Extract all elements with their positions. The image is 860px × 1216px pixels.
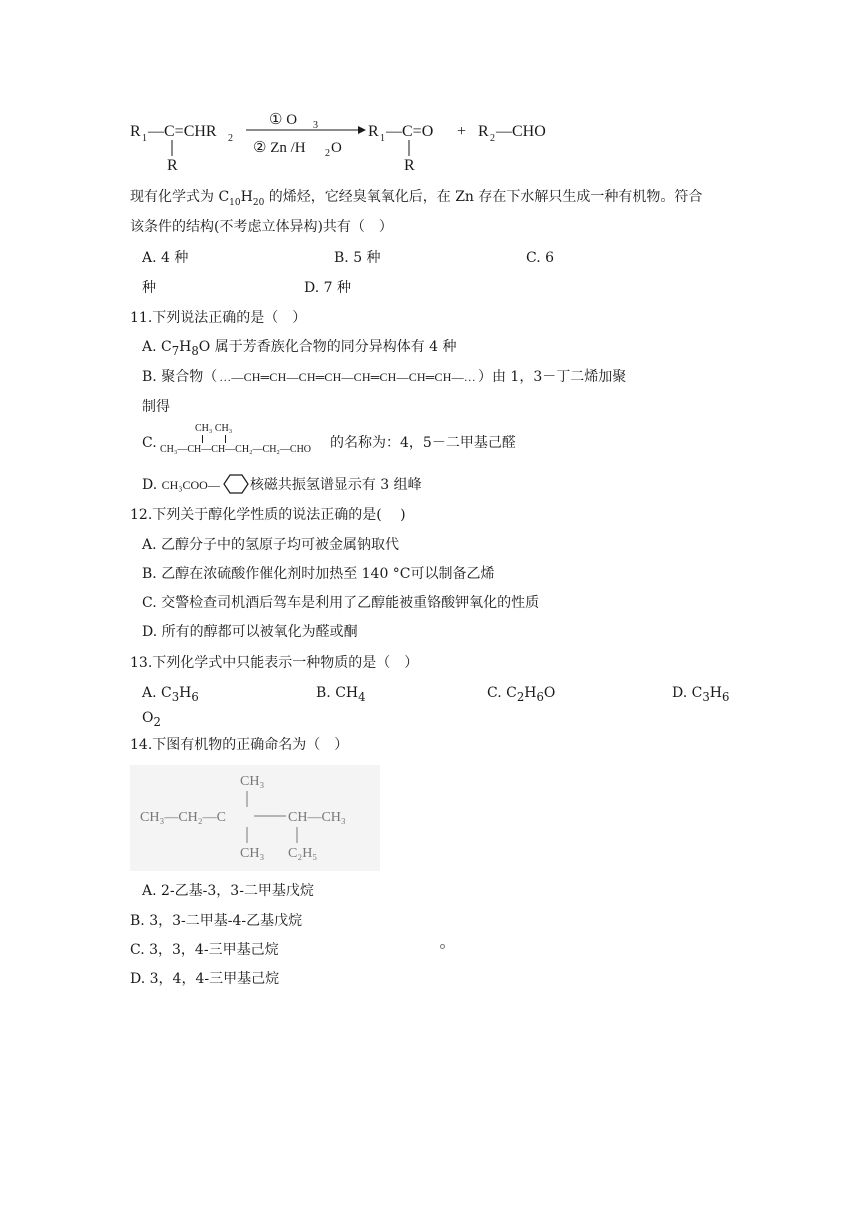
q11-option-c-label: C. [142, 435, 157, 451]
q10-option-a: A. 4 种 [142, 250, 189, 266]
condition-water-sub: 2 [325, 148, 330, 159]
plus-sign: + [457, 123, 467, 140]
q11-c-bond-2 [225, 435, 226, 443]
polymer-structure: …—CH═CH—CH═CH—CH═CH—CH═CH—… [219, 370, 476, 384]
stray-dot-mark [440, 944, 445, 949]
reactant-r1: R [130, 123, 141, 140]
ozonolysis-reaction-scheme [126, 104, 566, 176]
q13-option-d-tail: $O_2$ [142, 710, 161, 729]
q11-option-a: A. $C_7H_8O$ 属于芳香族化合物的同分异构体有 4 种 [142, 339, 457, 358]
q13-option-a: A. $C_3H_6$ [142, 685, 199, 704]
q14-option-a: A. 2-乙基-3，3-二甲基戊烷 [142, 883, 314, 899]
q10-stem-line1: 现有化学式为 $C_{10}H_{20}$ 的烯烃，它经臭氧氧化后，在 Zn 存在下水解只生成一种有机物。符合 [130, 189, 703, 208]
condition-ozone: ① O [269, 112, 298, 128]
q14-structure-figure [130, 765, 380, 871]
fig-bottom-methyl: CH₃ [240, 846, 265, 861]
reactant-r1-sub: 1 [142, 133, 147, 144]
condition-water-o: O [331, 140, 342, 156]
q14-option-d: D. 3，4，4-三甲基己烷 [130, 971, 280, 987]
q11-c-bond-1 [202, 435, 203, 443]
q12-option-a: A. 乙醇分子中的氢原子均可被金属钠取代 [142, 537, 400, 553]
product1-r-substituent: R [404, 157, 415, 174]
q13-option-b: B. $CH_4$ [316, 685, 366, 704]
product2-aldehyde: —CHO [496, 123, 546, 140]
q11-c-methyl-branches: CH₃ CH₃ [195, 423, 233, 434]
q12-option-c: C. 交警检查司机酒后驾车是利用了乙醇能被重铬酸钾氧化的性质 [142, 595, 540, 611]
q12-stem: 12.下列关于醇化学性质的说法正确的是( ) [130, 507, 406, 523]
q14-option-b: B. 3，3-二甲基-4-乙基戊烷 [130, 913, 303, 929]
q11-stem: 11.下列说法正确的是（ ） [130, 310, 307, 326]
q12-option-d: D. 所有的醇都可以被氧化为醛或酮 [142, 624, 358, 640]
q10-option-c-tail: 种 [142, 280, 156, 296]
q13-option-c: C. $C_2H_6O$ [487, 685, 556, 704]
q13-option-d: D. $C_3H_6$ [672, 685, 730, 704]
product1-r1: R [368, 123, 379, 140]
product2-r2-sub: 2 [490, 133, 495, 144]
product1-carbonyl: —C=O [386, 123, 434, 140]
benzene-ring-icon [220, 474, 250, 494]
reactant-r2-sub: 2 [228, 133, 233, 144]
q11-option-c-name: 的名称为：4，5－二甲基己醛 [330, 435, 516, 451]
fig-main-left: CH₃—CH₂—C [140, 810, 226, 825]
fig-top-methyl: CH₃ [240, 774, 265, 789]
condition-ozone-sub: 3 [313, 120, 318, 131]
condition-zn-water: ② Zn /H [253, 140, 306, 156]
q10-stem-line2: 该条件的结构(不考虑立体异构)共有（ ） [130, 219, 393, 235]
q10-option-c: C. 6 [526, 250, 555, 266]
q10-option-d: D. 7 种 [304, 280, 351, 296]
q11-option-d: D. CH₃COO— 核磁共振氢谱显示有 3 组峰 [142, 474, 422, 495]
q14-stem: 14.下图有机物的正确命名为（ ） [130, 737, 349, 753]
reactant-chain: —C=CHR [148, 123, 217, 140]
q12-option-b: B. 乙醇在浓硫酸作催化剂时加热至 140 °C可以制备乙烯 [142, 566, 495, 582]
q11-option-b-tail: 制得 [142, 399, 170, 415]
fig-bottom-ethyl: C₂H₅ [288, 846, 318, 861]
fig-main-right: CH—CH₃ [288, 810, 346, 825]
reaction-arrow-icon [358, 126, 366, 134]
q13-stem: 13.下列化学式中只能表示一种物质的是（ ） [130, 655, 419, 671]
reactant-r-substituent: R [167, 157, 178, 174]
q14-option-c: C. 3，3，4-三甲基己烷 [130, 942, 279, 958]
q11-option-b: B. 聚合物（ …—CH═CH—CH═CH—CH═CH—CH═CH—… ）由 1，3－丁二烯加聚 [142, 369, 627, 385]
product1-r1-sub: 1 [380, 133, 385, 144]
q11-c-main-chain: CH₃—CH—CH—CH₂—CH₂—CHO [160, 444, 312, 455]
q10-option-b: B. 5 种 [334, 250, 381, 266]
product2-r2: R [478, 123, 489, 140]
